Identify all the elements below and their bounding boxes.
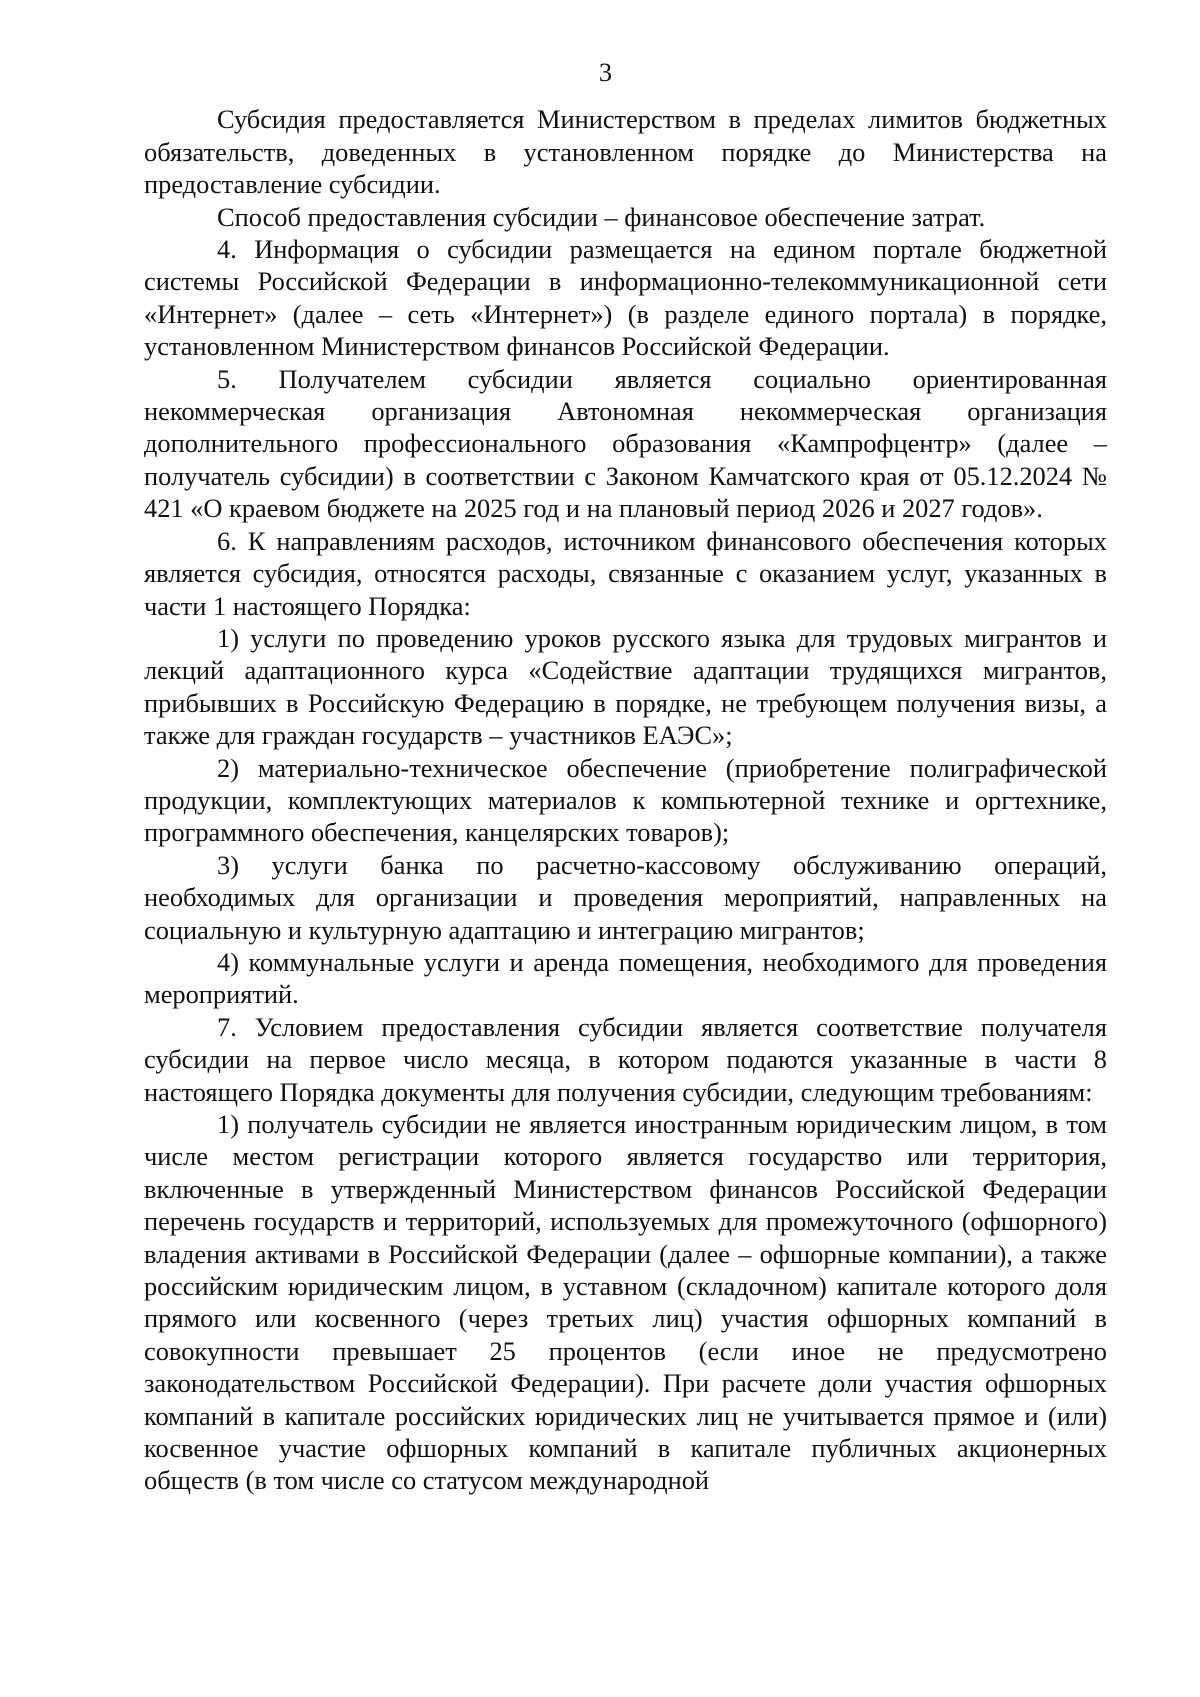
paragraph-item-5: 5. Получателем субсидии является социально ориентированная некоммерческая организация Автономная некоммерческая организация дополнительного профессионального образования «Кампрофцентр» (далее – получатель субсидии) в соответствии с Законом Камчатского края от 05.12.2024 № 421 «О краевом бюджете на 2025 год и на плановый период 2026 и 2027 годов».	[144, 363, 1107, 524]
paragraph-item-4: 4. Информация о субсидии размещается на едином портале бюджетной системы Российской Федерации в информационно-телекоммуникационной сети «Интернет» (далее – сеть «Интернет») (в разделе единого портала) в порядке, установленном Министерством финансов Российской Федерации.	[144, 234, 1107, 362]
page-number: 3	[598, 57, 613, 87]
subitem-6-4: 4) коммунальные услуги и аренда помещения, необходимого для проведения мероприятий.	[144, 946, 1107, 1010]
subitem-6-2: 2) материально-техническое обеспечение (приобретение полиграфической продукции, комплектующих материалов к компьютерной технике и оргтехнике, программного обеспечения, канцелярских товаров);	[144, 752, 1107, 848]
paragraph-subsidy-limits: Субсидия предоставляется Министерством в пределах лимитов бюджетных обязательств, доведенных в установленном порядке до Министерства на предоставление субсидии.	[144, 104, 1107, 200]
paragraph-subsidy-method: Способ предоставления субсидии – финансовое обеспечение затрат.	[217, 201, 986, 232]
subitem-6-1: 1) услуги по проведению уроков русского языка для трудовых мигрантов и лекций адаптационного курса «Содействие адаптации трудящихся мигрантов, прибывших в Российскую Федерацию в порядке, не требующем получения визы, а также для граждан государств – участников ЕАЭС»;	[144, 622, 1107, 751]
paragraph-item-7: 7. Условием предоставления субсидии является соответствие получателя субсидии на первое число месяца, в котором подаются указанные в части 8 настоящего Порядка документы для получения субсидии, следующим требованиям:	[144, 1011, 1107, 1107]
subitem-7-1: 1) получатель субсидии не является иностранным юридическим лицом, в том числе местом регистрации которого является государство или территория, включенные в утвержденный Министерством финансов Российской Федерации перечень государств и территорий, используемых для промежуточного (офшорного) владения активами в Российской Федерации (далее – офшорные компании), а также российским юридическим лицом, в уставном (складочном) капитале которого доля прямого или косвенного (через третьих лиц) участия офшорных компаний в совокупности превышает 25 процентов (если иное не предусмотрено законодательством Российской Федерации). При расчете доли участия офшорных компаний в капитале российских юридических лиц не учитывается прямое и (или) косвенное участие офшорных компаний в капитале публичных акционерных обществ (в том числе со статусом международной	[144, 1109, 1107, 1496]
paragraph-item-6: 6. К направлениям расходов, источником финансового обеспечения которых является субсидия, относятся расходы, связанные с оказанием услуг, указанных в части 1 настоящего Порядка:	[144, 525, 1107, 621]
subitem-6-3: 3) услуги банка по расчетно-кассовому обслуживанию операций, необходимых для организации и проведения мероприятий, направленных на социальную и культурную адаптацию и интеграцию мигрантов;	[144, 849, 1107, 945]
